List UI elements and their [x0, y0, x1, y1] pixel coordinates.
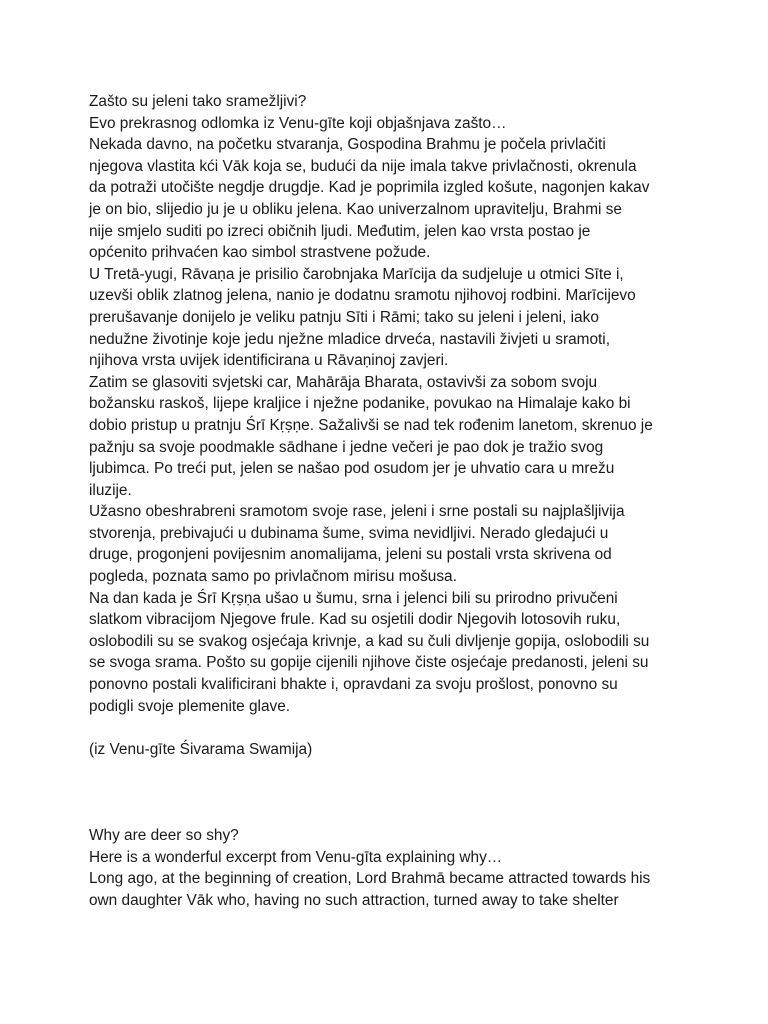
text-line: nije smjelo suditi po izreci običnih ljudi. Međutim, jelen kao vrsta postao je — [89, 222, 591, 240]
text-line: uzevši oblik zlatnog jelena, nanio je dodatnu sramotu njihovoj rodbini. Marīcijevo — [89, 287, 636, 305]
text-line: prerušavanje donijelo je veliku patnju Sīti i Rāmi; tako su jeleni i jeleni, iako — [89, 308, 599, 326]
text-line: own daughter Vāk who, having no such attraction, turned away to take shelter — [89, 891, 619, 909]
croatian-intro: Evo prekrasnog odlomka iz Venu-gīte koji objašnjava zašto… — [89, 114, 507, 132]
text-line: Užasno obeshrabreni sramotom svoje rase, jeleni i srne postali su najplašljivija — [89, 503, 625, 521]
text-line: Zatim se glasoviti svjetski car, Mahārāja Bharata, ostavivši za sobom svoju — [89, 373, 598, 391]
section-spacer — [89, 760, 689, 825]
english-title: Why are deer so shy? — [89, 827, 239, 845]
text-line: U Tretā-yugi, Rāvaṇa je prisilio čarobnjaka Marīcija da sudjeluje u otmici Sīte i, — [89, 265, 624, 283]
text-line: općenito prihvaćen kao simbol strastvene požude. — [89, 244, 431, 262]
text-line: druge, progonjeni povijesnim anomalijama, jeleni su postali vrsta skrivena od — [89, 546, 612, 564]
paragraph-spacer — [89, 717, 689, 739]
text-line: ljubimca. Po treći put, jelen se našao pod osudom jer je uhvatio cara u mrežu — [89, 460, 615, 478]
document-page — [89, 91, 689, 912]
english-intro: Here is a wonderful excerpt from Venu-gīta explaining why… — [89, 848, 503, 866]
text-line: nedužne životinje koje jedu nježne mladice drveća, nastavili živjeti u sramoti, — [89, 330, 610, 348]
text-line: Na dan kada je Śrī Kṛṣṇa ušao u šumu, srna i jelenci bili su prirodno privučeni — [89, 589, 618, 607]
croatian-section — [89, 91, 689, 760]
text-line: Long ago, at the beginning of creation, Lord Brahmā became attracted towards his — [89, 870, 651, 888]
text-line: Nekada davno, na početku stvaranja, Gospodina Brahmu je počela privlačiti — [89, 136, 606, 154]
croatian-source: (iz Venu-gīte Śivarama Swamija) — [89, 740, 313, 758]
text-line: božansku raskoš, lijepe kraljice i nježne podanike, povukao na Himalaje kako bi — [89, 395, 631, 413]
text-line: dobio pristup u pratnju Śrī Kṛṣṇe. Sažalivši se nad tek rođenim lanetom, skrenuo je — [89, 416, 653, 434]
text-line: da potraži utočište negdje drugdje. Kad je poprimila izgled košute, nagonjen kakav — [89, 179, 650, 197]
text-line: stvorenja, prebivajući u dubinama šume, svima nevidljivi. Nerado gledajući u — [89, 524, 609, 542]
text-line: je on bio, slijedio ju je u obliku jelena. Kao univerzalnom upravitelju, Brahmi se — [89, 200, 622, 218]
croatian-title: Zašto su jeleni tako sramežljivi? — [89, 93, 307, 110]
text-line: iluzije. — [89, 481, 132, 499]
text-line: se svoga srama. Pošto su gopije cijenili njihove čiste osjećaje predanosti, jeleni su — [89, 654, 649, 672]
text-line: slatkom vibracijom Njegove frule. Kad su osjetili dodir Njegovih lotosovih ruku, — [89, 611, 621, 629]
text-line: ponovno postali kvalificirani bhakte i, opravdani za svoju prošlost, ponovno su — [89, 676, 618, 694]
text-line: podigli svoje plemenite glave. — [89, 697, 291, 715]
text-line: pažnju sa svoje poodmakle sādhane i jedne večeri je pao dok je tražio svog — [89, 438, 604, 456]
text-line: njihova vrsta uvijek identificirana u Rāvaṇinoj zavjeri. — [89, 352, 449, 370]
text-line: pogleda, poznata samo po privlačnom mirisu mošusa. — [89, 568, 457, 586]
english-section — [89, 825, 689, 911]
text-line: njegova vlastita kći Vāk koja se, budući da nije imala takve privlačnosti, okrenula — [89, 157, 637, 175]
text-line: oslobodili su se svakog osjećaja krivnje, a kad su čuli divljenje gopija, oslobodili su — [89, 632, 650, 650]
